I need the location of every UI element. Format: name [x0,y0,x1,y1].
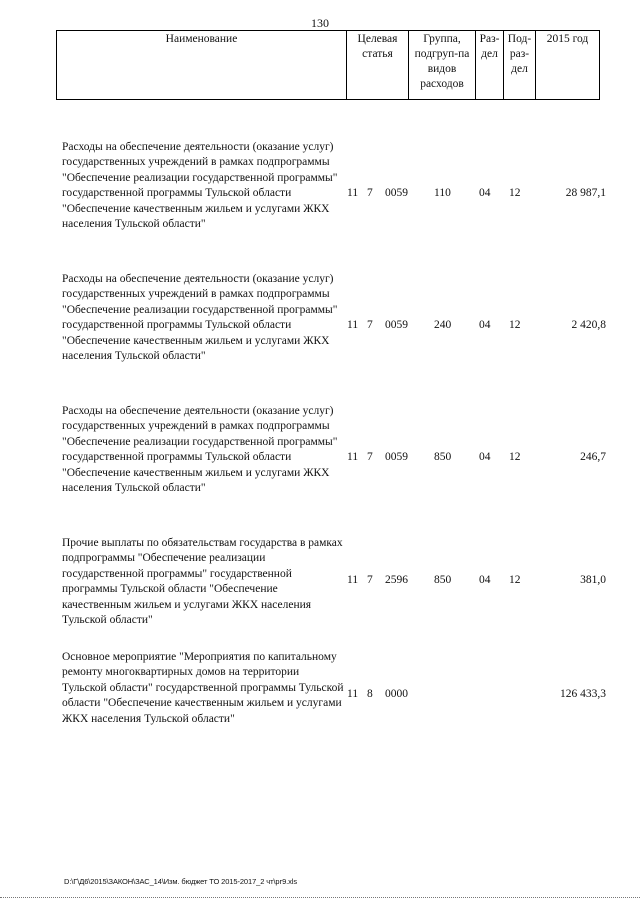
row-name: Расходы на обеспечение деятельности (оказание услуг) государственных учреждений в рамках подпрограммы "Обеспечение реализации государственной программы" государственной программы Тульской области "Обеспечение качественным жильем и услугами ЖКХ населения Тульской области" [62,273,338,363]
row-value: 126 433,3 [560,688,606,700]
row-value: 381,0 [580,574,606,586]
row-name: Расходы на обеспечение деятельности (оказание услуг) государственных учреждений в рамках подпрограммы "Обеспечение реализации государственной программы" государственной программы Тульской области "Обеспечение качественным жильем и услугами ЖКХ населения Тульской области" [62,405,338,495]
header-group: Группа, подгруп-па видов расходов [409,31,476,100]
row-subsection: 12 [509,187,521,199]
row-target-part1: 11 [347,187,359,199]
row-section: 04 [479,451,491,463]
header-section: Раз-дел [476,31,504,100]
row-target-part3: 0059 [385,319,408,331]
row-subsection: 12 [509,451,521,463]
file-path-footer: D:\Г\Д6\2015\ЗАКОН\ЗАС_14\Изм. бюджет ТО 2015-2017_2 чт\рг9.xls [64,877,298,886]
row-group: 110 [434,187,451,199]
row-name: Основное мероприятие "Мероприятия по капитальному ремонту многоквартирных домов на территории Тульской области" государственной программы Тульской области "Обеспечение качественным жильем и услугами ЖКХ населения Тульской области" [62,651,344,725]
row-section: 04 [479,319,491,331]
row-section: 04 [479,574,491,586]
row-target-part1: 11 [347,688,359,700]
row-value: 28 987,1 [565,187,606,199]
row-target-part1: 11 [347,319,359,331]
row-target-part2: 7 [367,319,373,331]
page-number: 130 [311,16,329,30]
row-value: 246,7 [580,451,606,463]
table-header [56,30,600,100]
row-target-part3: 0000 [385,688,408,700]
row-group: 850 [434,451,452,463]
row-target-part2: 8 [367,688,373,700]
row-target-part2: 7 [367,451,373,463]
header-target: Целевая статья [347,31,409,100]
row-target-part3: 0059 [385,451,408,463]
row-subsection: 12 [509,319,521,331]
row-target-part3: 0059 [385,187,408,199]
row-group: 850 [434,574,452,586]
row-target-part1: 11 [347,574,359,586]
row-name: Расходы на обеспечение деятельности (оказание услуг) государственных учреждений в рамках подпрограммы "Обеспечение реализации государственной программы" государственной программы Тульской области "Обеспечение качественным жильем и услугами ЖКХ населения Тульской области" [62,141,338,231]
row-value: 2 420,8 [571,319,606,331]
bottom-divider [0,897,640,898]
row-target-part2: 7 [367,187,373,199]
row-section: 04 [479,187,491,199]
row-target-part2: 7 [367,574,373,586]
row-target-part3: 2596 [385,574,408,586]
row-name: Прочие выплаты по обязательствам государства в рамках подпрограммы "Обеспечение реализации государственной программы" государственной программы Тульской области "Обеспечение качественным жильем и услугами ЖКХ населения Тульской области" [62,537,343,627]
row-group: 240 [434,319,452,331]
header-subsection: Под-раз-дел [504,31,536,100]
row-subsection: 12 [509,574,521,586]
row-target-part1: 11 [347,451,359,463]
header-name: Наименование [57,31,347,100]
header-year: 2015 год [536,31,600,100]
